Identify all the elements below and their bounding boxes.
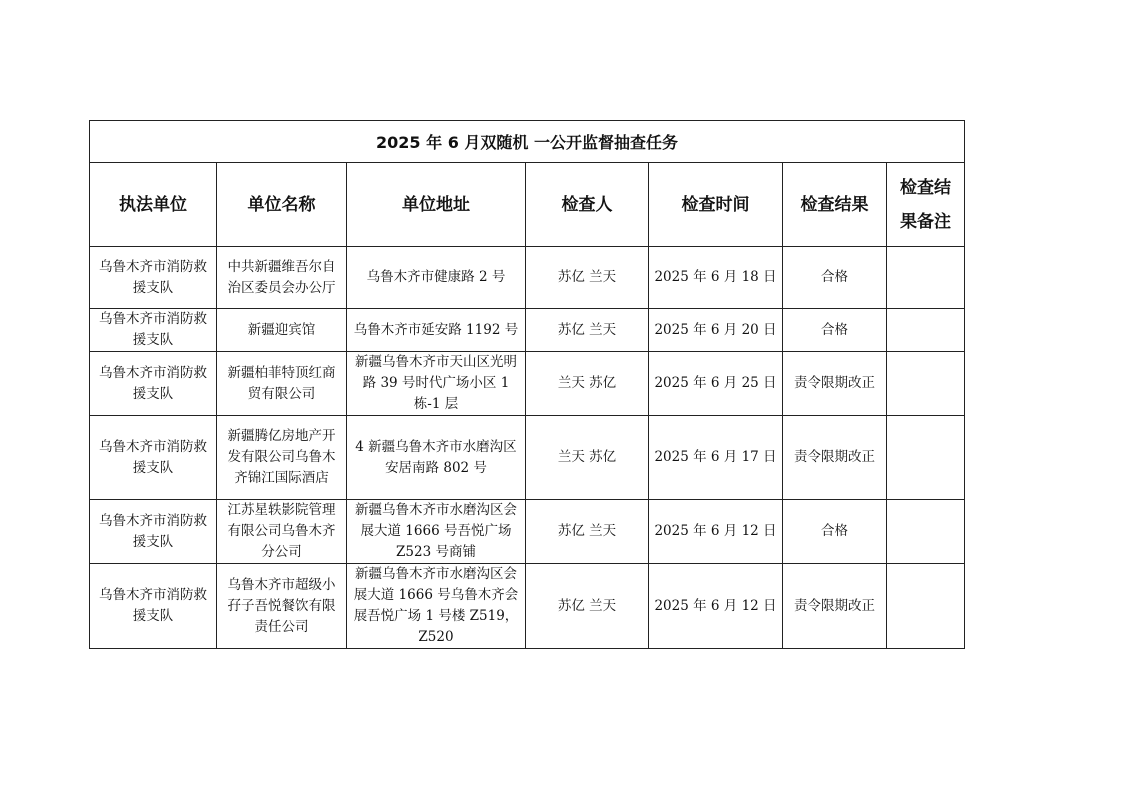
cell-date: 2025 年 6 月 25 日 (649, 352, 783, 416)
cell-date: 2025 年 6 月 12 日 (649, 564, 783, 649)
cell-date: 2025 年 6 月 12 日 (649, 500, 783, 564)
title-row (90, 121, 965, 163)
cell-address: 新疆乌鲁木齐市水磨沟区会展大道 1666 号吾悦广场 Z523 号商铺 (347, 500, 526, 564)
cell-note (887, 416, 965, 500)
cell-address: 新疆乌鲁木齐市天山区光明路 39 号时代广场小区 1 栋-1 层 (347, 352, 526, 416)
header-address: 单位地址 (347, 163, 526, 247)
table-title: 2025 年 6 月双随机 一公开监督抽查任务 (90, 121, 965, 163)
table-row (90, 416, 965, 500)
cell-name: 乌鲁木齐市超级小孖子吾悦餐饮有限责任公司 (217, 564, 347, 649)
cell-inspector: 苏亿 兰天 (526, 247, 649, 309)
header-note: 检查结果备注 (887, 163, 965, 247)
cell-inspector: 兰天 苏亿 (526, 416, 649, 500)
header-date: 检查时间 (649, 163, 783, 247)
cell-inspector: 兰天 苏亿 (526, 352, 649, 416)
cell-inspector: 苏亿 兰天 (526, 500, 649, 564)
table-row (90, 564, 965, 649)
cell-note (887, 500, 965, 564)
cell-unit: 乌鲁木齐市消防救援支队 (90, 564, 217, 649)
cell-note (887, 352, 965, 416)
cell-result: 责令限期改正 (783, 564, 887, 649)
cell-inspector: 苏亿 兰天 (526, 564, 649, 649)
cell-result: 责令限期改正 (783, 416, 887, 500)
cell-date: 2025 年 6 月 20 日 (649, 309, 783, 352)
cell-unit: 乌鲁木齐市消防救援支队 (90, 247, 217, 309)
cell-address: 乌鲁木齐市延安路 1192 号 (347, 309, 526, 352)
cell-date: 2025 年 6 月 18 日 (649, 247, 783, 309)
cell-address: 乌鲁木齐市健康路 2 号 (347, 247, 526, 309)
cell-unit: 乌鲁木齐市消防救援支队 (90, 352, 217, 416)
cell-note (887, 564, 965, 649)
table-row (90, 500, 965, 564)
cell-address: 4 新疆乌鲁木齐市水磨沟区安居南路 802 号 (347, 416, 526, 500)
cell-result: 合格 (783, 309, 887, 352)
header-row (90, 163, 965, 247)
header-name: 单位名称 (217, 163, 347, 247)
table-row (90, 352, 965, 416)
cell-address: 新疆乌鲁木齐市水磨沟区会展大道 1666 号乌鲁木齐会展吾悦广场 1 号楼 Z519，Z520 (347, 564, 526, 649)
cell-date: 2025 年 6 月 17 日 (649, 416, 783, 500)
table-row (90, 309, 965, 352)
cell-result: 责令限期改正 (783, 352, 887, 416)
cell-note (887, 247, 965, 309)
cell-inspector: 苏亿 兰天 (526, 309, 649, 352)
header-result: 检查结果 (783, 163, 887, 247)
cell-unit: 乌鲁木齐市消防救援支队 (90, 416, 217, 500)
cell-unit: 乌鲁木齐市消防救援支队 (90, 500, 217, 564)
cell-name: 新疆柏菲特顶红商贸有限公司 (217, 352, 347, 416)
cell-unit: 乌鲁木齐市消防救援支队 (90, 309, 217, 352)
cell-name: 江苏星轶影院管理有限公司乌鲁木齐分公司 (217, 500, 347, 564)
cell-name: 新疆腾亿房地产开发有限公司乌鲁木齐锦江国际酒店 (217, 416, 347, 500)
header-unit: 执法单位 (90, 163, 217, 247)
table-row (90, 247, 965, 309)
header-inspector: 检查人 (526, 163, 649, 247)
cell-result: 合格 (783, 500, 887, 564)
inspection-table (89, 120, 965, 649)
cell-name: 新疆迎宾馆 (217, 309, 347, 352)
cell-note (887, 309, 965, 352)
cell-name: 中共新疆维吾尔自治区委员会办公厅 (217, 247, 347, 309)
cell-result: 合格 (783, 247, 887, 309)
